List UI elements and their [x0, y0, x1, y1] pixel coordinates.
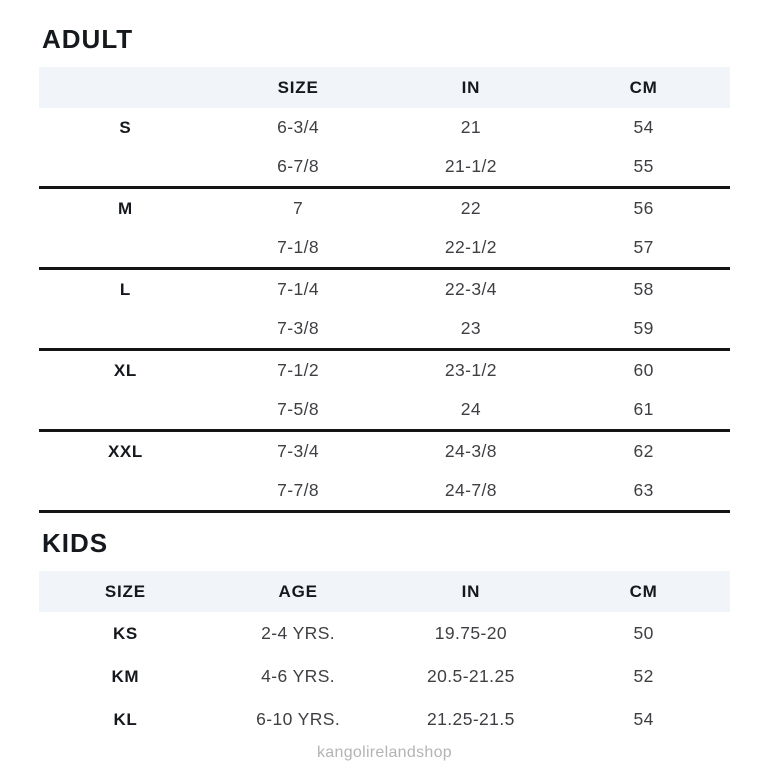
- table-cell: 54: [633, 709, 654, 729]
- table-cell: 6-7/8: [212, 147, 385, 188]
- table-cell: 24-3/8: [444, 441, 497, 461]
- table-cell: 20.5-21.25: [427, 666, 515, 686]
- table-cell: 62: [633, 441, 654, 461]
- size-label: KM: [111, 667, 140, 686]
- size-label: [39, 471, 212, 512]
- table-cell: 19.75-20: [434, 623, 508, 643]
- adult-col-blank: [39, 67, 212, 108]
- size-label: L: [119, 280, 131, 299]
- table-cell: 7-1/4: [277, 279, 320, 299]
- size-label: XL: [113, 361, 137, 380]
- size-label: [39, 228, 212, 269]
- adult-col-in: IN: [385, 67, 558, 108]
- table-cell: 54: [633, 117, 654, 137]
- table-row: [39, 431, 730, 472]
- table-cell: 57: [557, 228, 730, 269]
- table-cell: 7-7/8: [212, 471, 385, 512]
- adult-col-cm: CM: [557, 67, 730, 108]
- table-cell: 23-1/2: [444, 360, 497, 380]
- watermark: kangolirelandshop: [317, 744, 452, 761]
- kids-col-in: IN: [385, 571, 558, 612]
- table-cell: 7-3/4: [277, 441, 320, 461]
- table-cell: 2-4 YRS.: [261, 623, 336, 643]
- adult-col-size: SIZE: [212, 67, 385, 108]
- table-cell: 52: [633, 666, 654, 686]
- table-cell: 7-5/8: [212, 390, 385, 431]
- table-cell: 21-1/2: [385, 147, 558, 188]
- size-label: XXL: [107, 442, 143, 461]
- table-cell: 58: [633, 279, 654, 299]
- table-cell: 22-3/4: [444, 279, 497, 299]
- kids-col-size: SIZE: [39, 571, 212, 612]
- adult-size-table: [39, 67, 730, 513]
- table-cell: 4-6 YRS.: [261, 666, 336, 686]
- table-row: [39, 147, 730, 188]
- table-row: [39, 108, 730, 147]
- adult-section-title: ADULT: [42, 24, 134, 54]
- table-cell: 7-3/8: [212, 309, 385, 350]
- table-cell: 50: [633, 623, 654, 643]
- table-row: [39, 350, 730, 391]
- table-cell: 7: [293, 198, 304, 218]
- table-cell: 23: [385, 309, 558, 350]
- size-label: [39, 147, 212, 188]
- table-cell: 6-3/4: [277, 117, 320, 137]
- table-cell: 21: [460, 117, 481, 137]
- kids-header-row: [39, 571, 730, 612]
- table-row: [39, 390, 730, 431]
- size-label: [39, 309, 212, 350]
- table-cell: 21.25-21.5: [427, 709, 515, 729]
- table-cell: 60: [633, 360, 654, 380]
- size-label: S: [119, 118, 132, 137]
- size-label: [39, 390, 212, 431]
- table-cell: 24: [385, 390, 558, 431]
- table-row: [39, 228, 730, 269]
- table-row: [39, 655, 730, 698]
- table-cell: 6-10 YRS.: [256, 709, 341, 729]
- table-cell: 55: [557, 147, 730, 188]
- size-label: KS: [112, 624, 138, 643]
- table-cell: 59: [557, 309, 730, 350]
- table-row: [39, 188, 730, 229]
- table-row: [39, 269, 730, 310]
- size-label: M: [117, 199, 133, 218]
- adult-header-row: [39, 67, 730, 108]
- table-cell: 56: [633, 198, 654, 218]
- table-cell: 22-1/2: [385, 228, 558, 269]
- kids-col-age: AGE: [212, 571, 385, 612]
- table-cell: 61: [557, 390, 730, 431]
- table-cell: 24-7/8: [385, 471, 558, 512]
- table-row: [39, 309, 730, 350]
- table-cell: 63: [557, 471, 730, 512]
- table-row: [39, 698, 730, 741]
- kids-size-table: [39, 571, 730, 741]
- table-cell: 7-1/2: [277, 360, 320, 380]
- adult-table-header: [39, 67, 730, 108]
- kids-table-header: [39, 571, 730, 612]
- kids-col-cm: CM: [557, 571, 730, 612]
- table-row: [39, 612, 730, 655]
- kids-section-title: KIDS: [42, 528, 109, 558]
- size-label: KL: [113, 710, 138, 729]
- table-cell: 22: [460, 198, 481, 218]
- table-cell: 7-1/8: [212, 228, 385, 269]
- table-row: [39, 471, 730, 512]
